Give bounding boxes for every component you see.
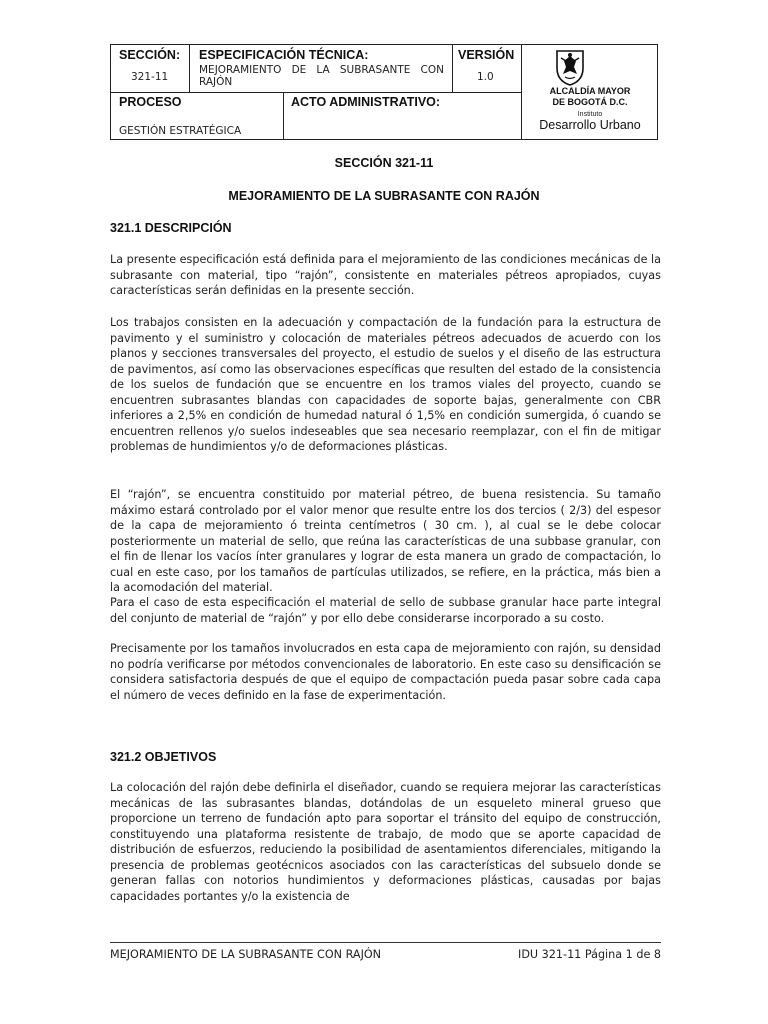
footer-page-number: IDU 321-11 Página 1 de 8 <box>518 948 661 961</box>
paragraph-4: Para el caso de esta especificación el material de sello de subbase granular hace parte integral del conjunto de material de “rajón” y por ello debe considerarse incorporado a su costo. <box>110 596 661 625</box>
divider <box>111 92 521 93</box>
proceso-value: GESTIÓN ESTRATÉGICA <box>119 125 242 137</box>
paragraph-6: La colocación del rajón debe definirla el diseñador, cuando se requiera mejorar las características mecánicas de las subrasantes blandas, dotándolas de un esqueleto mineral grueso que proporcione un terreno de fundación apto para soportar el tránsito del equipo de construcción, constituyendo una plataforma resistente de trabajo, de modo que se aporte capacidad de distribución de esfuerzos, reduciendo la posibilidad de asentamientos diferenciales, mitigando la presencia de problemas geotécnicos asociados con las características del subsuelo donde se generan fallas con notorios hundimientos y deformaciones plásticas, causadas por bajas capacidades portantes y/o la existencia de <box>110 781 661 903</box>
logo-line-2: DE BOGOTÁ D.C. <box>552 96 628 107</box>
seccion-value: 321-11 <box>131 71 169 83</box>
logo-line-1: ALCALDÍA MAYOR <box>549 86 631 96</box>
paragraph-1: La presente especificación está definida para el mejoramiento de las condiciones mecánicas de la subrasante con material, tipo “rajón”, consistente en materiales pétreos apropiados, cuyas características serán definidas en la presente sección. <box>110 253 661 297</box>
logo-idu-text: Desarrollo Urbano <box>539 118 641 132</box>
divider <box>452 45 453 93</box>
footer-title: MEJORAMIENTO DE LA SUBRASANTE CON RAJÓN <box>110 948 382 961</box>
divider <box>283 93 284 139</box>
especificacion-value: MEJORAMIENTO DE LA SUBRASANTE CON RAJÓN <box>199 64 444 88</box>
paragraph-5: Precisamente por los tamaños involucrados en esta capa de mejoramiento con rajón, su densidad no podría verificarse por métodos convencionales de laboratorio. En este caso su densificación se considera satisfactoria después de que el equipo de compactación pueda pasar sobre cada capa el número de veces definido en la fase de experimentación. <box>110 642 661 702</box>
logo-instituto-text: Instituto <box>577 111 603 118</box>
paragraph-2: Los trabajos consisten en la adecuación y compactación de la fundación para la estructura de pavimento y el suministro y colocación de materiales pétreos adecuados de acuerdo con los planos y secciones transversales del proyecto, el estudio de suelos y el diseño de las estructura de pavimentos, así como las observaciones específicas que resulten del estado de la consistencia de los suelos de fundación que se encuentre en los tramos viales del proyecto, cuando se encuentren subrasantes blandas con capacidades de soporte bajas, generalmente con CBR inferiores a 2,5% en condición de humedad natural ó 1,5% en condición sumergida, ó cuando se encuentren rellenos y/o suelos indeseables que sea necesario reemplazar, con el fin de mitigar problemas de hundimientos y/o de deformaciones plásticas. <box>110 316 661 453</box>
version-value: 1.0 <box>477 71 494 83</box>
especificacion-label: ESPECIFICACIÓN TÉCNICA: <box>199 48 369 62</box>
version-label: VERSIÓN <box>458 48 515 62</box>
logo-alcaldia-text <box>525 86 655 107</box>
coat-of-arms-icon <box>555 48 585 86</box>
acto-administrativo-label: ACTO ADMINISTRATIVO: <box>291 95 441 109</box>
divider <box>521 45 522 139</box>
footer-divider <box>110 942 661 943</box>
heading-descripcion: 321.1 DESCRIPCIÓN <box>110 221 232 235</box>
heading-objetivos: 321.2 OBJETIVOS <box>110 750 217 764</box>
section-title: SECCIÓN 321-11 <box>334 156 434 170</box>
seccion-label: SECCIÓN: <box>119 48 181 62</box>
paragraph-3: El “rajón”, se encuentra constituido por material pétreo, de buena resistencia. Su tamaño máximo estará controlado por el valor menor que resulte entre los dos tercios ( 2/3) del espesor de la capa de mejoramiento ó treinta centímetros ( 30 cm. ), al cual se le debe colocar posteriormente un material de sello, que reúna las características de una subbase granular, con el fin de llenar los vacíos ínter granulares y lograr de esta manera un grado de compactación, lo cual en este caso, por los tamaños de partículas utilizados, se refiere, en la práctica, más bien a la acomodación del material. <box>110 488 661 594</box>
proceso-label: PROCESO <box>119 95 182 109</box>
main-title: MEJORAMIENTO DE LA SUBRASANTE CON RAJÓN <box>228 189 540 203</box>
divider <box>189 45 190 93</box>
